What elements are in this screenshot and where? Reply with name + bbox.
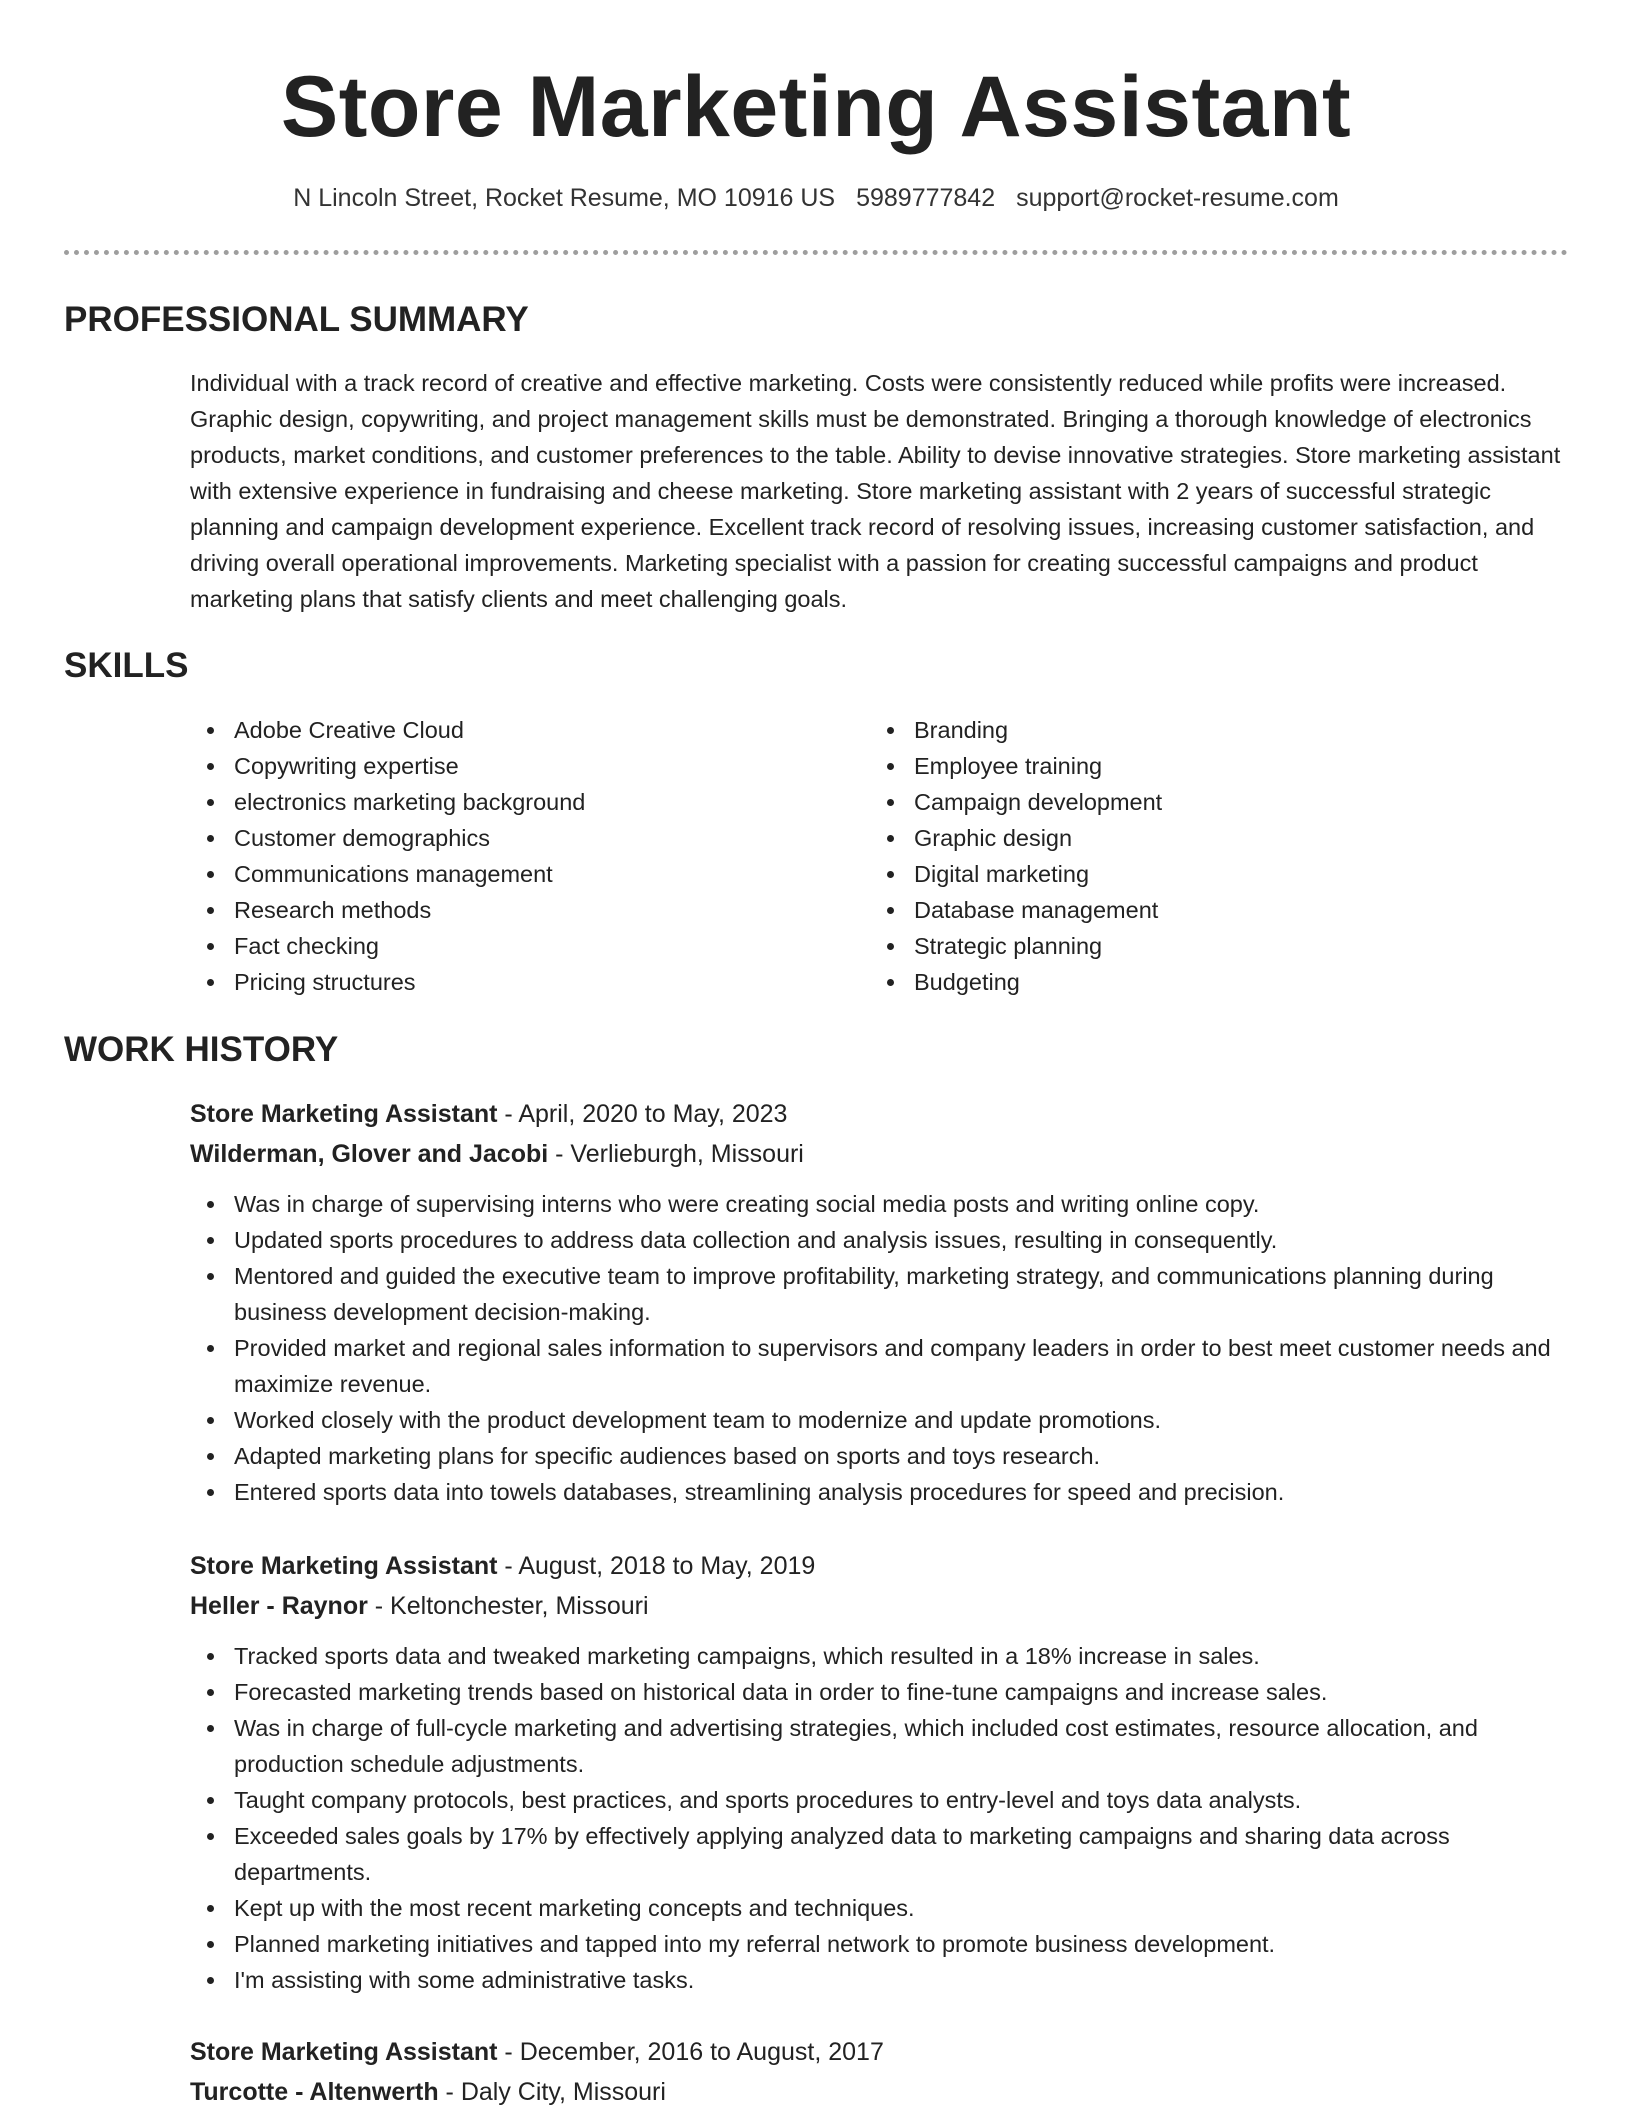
skill-item: Communications management — [190, 856, 870, 892]
skill-item: Strategic planning — [870, 928, 1550, 964]
job-location: - Keltonchester, Missouri — [367, 1592, 649, 1620]
job-entry — [190, 1546, 1570, 1998]
skill-item: Pricing structures — [190, 964, 870, 1000]
job-bullet: Provided market and regional sales information to supervisors and company leaders in order to best meet customer needs and maximize revenue. — [190, 1330, 1570, 1402]
job-title-line — [190, 1546, 1570, 1586]
job-company: Heller - Raynor — [190, 1592, 368, 1620]
skill-item: Customer demographics — [190, 820, 870, 856]
skill-item: Fact checking — [190, 928, 870, 964]
job-title-line — [190, 1094, 1570, 1134]
job-bullets — [190, 1638, 1570, 1998]
skill-item: Adobe Creative Cloud — [190, 712, 870, 748]
job-bullet: Forecasted marketing trends based on historical data in order to fine-tune campaigns and increase sales. — [190, 1674, 1570, 1710]
skills-heading: SKILLS — [64, 646, 189, 685]
job-bullet: I'm assisting with some administrative tasks. — [190, 1962, 1570, 1998]
job-dates: - December, 2016 to August, 2017 — [497, 2038, 884, 2066]
job-location: - Verlieburgh, Missouri — [548, 1140, 804, 1168]
job-bullet: Exceeded sales goals by 17% by effectively applying analyzed data to marketing campaigns and sharing data across departments. — [190, 1818, 1570, 1890]
job-company: Wilderman, Glover and Jacobi — [190, 1140, 549, 1168]
job-bullet: Mentored and guided the executive team to improve profitability, marketing strategy, and communications planning during business development decision-making. — [190, 1258, 1570, 1330]
summary-heading: PROFESSIONAL SUMMARY — [64, 300, 529, 339]
job-entry — [190, 1094, 1570, 1510]
contact-address: N Lincoln Street, Rocket Resume, MO 10916 US — [293, 184, 836, 212]
job-bullet: Was in charge of full-cycle marketing and advertising strategies, which included cost estimates, resource allocation, and production schedule adjustments. — [190, 1710, 1570, 1782]
job-company-line — [190, 2072, 1570, 2112]
skills-column-right — [870, 712, 1550, 1000]
job-bullet: Worked closely with the product development team to modernize and update promotions. — [190, 1402, 1570, 1438]
job-entry — [190, 2032, 1570, 2112]
header-divider — [64, 250, 1568, 255]
resume-name-heading: Store Marketing Assistant — [280, 59, 1352, 155]
job-bullet: Adapted marketing plans for specific audiences based on sports and toys research. — [190, 1438, 1570, 1474]
job-bullet: Kept up with the most recent marketing concepts and techniques. — [190, 1890, 1570, 1926]
skill-item: Digital marketing — [870, 856, 1550, 892]
skill-item: electronics marketing background — [190, 784, 870, 820]
skill-item: Graphic design — [870, 820, 1550, 856]
skills-column-left — [190, 712, 870, 1000]
job-bullet: Tracked sports data and tweaked marketing campaigns, which resulted in a 18% increase in sales. — [190, 1638, 1570, 1674]
skill-item: Campaign development — [870, 784, 1550, 820]
skills-list — [190, 712, 1570, 1000]
job-location: - Daly City, Missouri — [438, 2078, 666, 2106]
job-title-line — [190, 2032, 1570, 2072]
job-bullet: Updated sports procedures to address data collection and analysis issues, resulting in consequently. — [190, 1222, 1570, 1258]
job-company-line — [190, 1586, 1570, 1626]
job-company: Turcotte - Altenwerth — [190, 2078, 439, 2106]
job-dates: - April, 2020 to May, 2023 — [497, 1100, 788, 1128]
skill-item: Research methods — [190, 892, 870, 928]
skill-item: Budgeting — [870, 964, 1550, 1000]
job-title: Store Marketing Assistant — [190, 2038, 498, 2066]
job-bullet: Entered sports data into towels databases, streamlining analysis procedures for speed and precision. — [190, 1474, 1570, 1510]
job-dates: - August, 2018 to May, 2019 — [497, 1552, 816, 1580]
job-bullets — [190, 1186, 1570, 1510]
contact-phone: 5989777842 — [856, 184, 996, 212]
job-bullet: Planned marketing initiatives and tapped into my referral network to promote business development. — [190, 1926, 1570, 1962]
skill-item: Employee training — [870, 748, 1550, 784]
summary-text: Individual with a track record of creative and effective marketing. Costs were consistently reduced while profits were increased. Graphic design, copywriting, and project management skills must be demonstrated. Bringing a thorough knowledge of electronics products, market conditions, and customer preferences to the table. Ability to devise innovative strategies. Store marketing assistant with extensive experience in fundraising and cheese marketing. Store marketing assistant with 2 years of successful strategic planning and campaign development experience. Excellent track record of resolving issues, increasing customer satisfaction, and driving overall operational improvements. Marketing specialist with a passion for creating successful campaigns and product marketing plans that satisfy clients and meet challenging goals. — [190, 370, 1561, 612]
skill-item: Branding — [870, 712, 1550, 748]
job-company-line — [190, 1134, 1570, 1174]
contact-line — [0, 180, 1632, 216]
skill-item: Copywriting expertise — [190, 748, 870, 784]
job-bullet: Was in charge of supervising interns who were creating social media posts and writing online copy. — [190, 1186, 1570, 1222]
job-title: Store Marketing Assistant — [190, 1100, 498, 1128]
job-bullet: Taught company protocols, best practices, and sports procedures to entry-level and toys data analysts. — [190, 1782, 1570, 1818]
work-history-heading: WORK HISTORY — [64, 1030, 339, 1069]
skill-item: Database management — [870, 892, 1550, 928]
contact-email: support@rocket-resume.com — [1016, 184, 1339, 212]
job-title: Store Marketing Assistant — [190, 1552, 498, 1580]
